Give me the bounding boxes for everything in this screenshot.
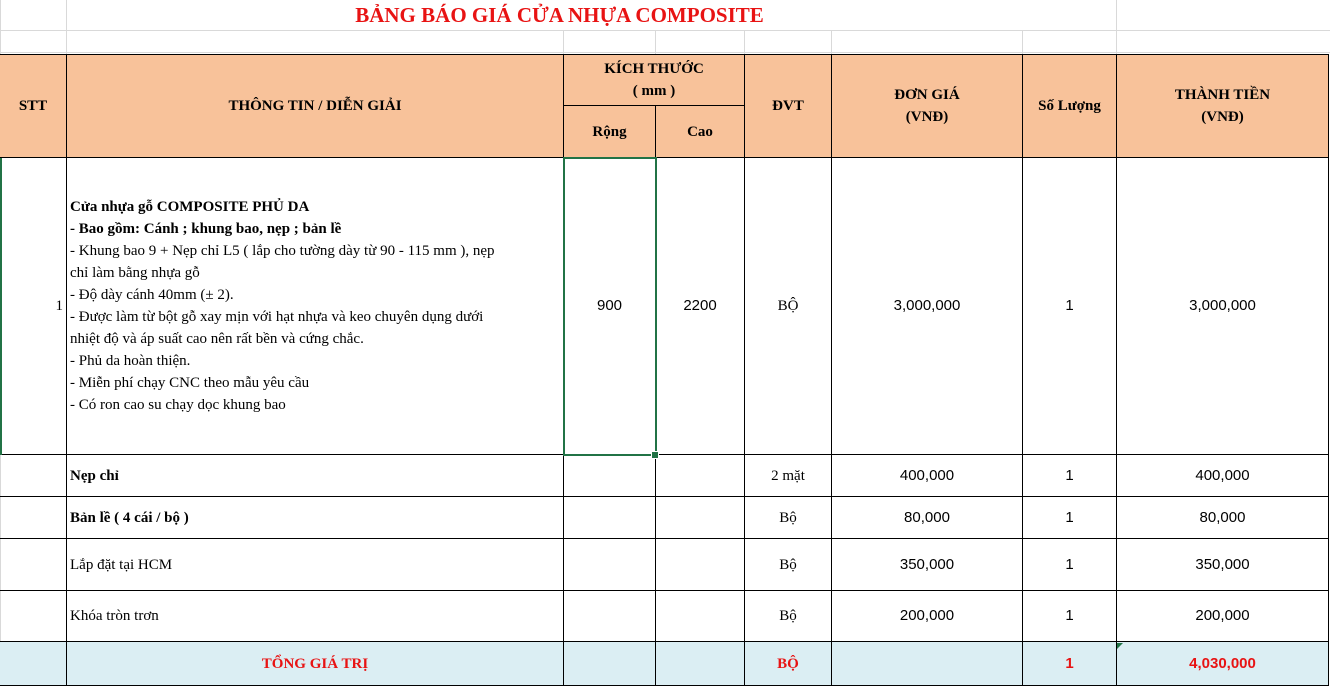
header-qty[interactable]: Số Lượng (1023, 54, 1117, 158)
cell-price[interactable]: 3,000,000 (832, 158, 1023, 455)
row-unit[interactable]: 2 mặt (745, 455, 832, 497)
header-price-label: ĐƠN GIÁ (894, 87, 960, 103)
header-price[interactable] (832, 54, 1023, 158)
gridline (563, 30, 564, 54)
row-total[interactable]: 400,000 (1117, 455, 1329, 497)
row-name[interactable]: Bản lề ( 4 cái / bộ ) (67, 497, 564, 539)
cell-stt[interactable]: 1 (0, 158, 67, 455)
sheet-title: BẢNG BÁO GIÁ CỬA NHỰA COMPOSITE (355, 2, 764, 27)
total-price-cell[interactable] (832, 642, 1023, 686)
comment-indicator-icon (1117, 643, 1123, 649)
header-size-label: KÍCH THƯỚC (604, 61, 704, 77)
item-line: - Phủ da hoàn thiện. (70, 353, 191, 369)
header-height[interactable]: Cao (656, 106, 745, 158)
row-stt-cell[interactable] (0, 497, 67, 539)
row-qty[interactable]: 1 (1023, 539, 1117, 591)
cell-width[interactable]: 900 (564, 158, 656, 455)
total-label[interactable]: TỔNG GIÁ TRỊ (67, 642, 564, 686)
cell-qty[interactable]: 1 (1023, 158, 1117, 455)
total-width-cell[interactable] (564, 642, 656, 686)
cell-total[interactable]: 3,000,000 (1117, 158, 1329, 455)
total-stt-cell[interactable] (0, 642, 67, 686)
row-qty[interactable]: 1 (1023, 455, 1117, 497)
row-qty[interactable]: 1 (1023, 591, 1117, 642)
row-unit[interactable]: Bộ (745, 497, 832, 539)
row-unit[interactable]: Bộ (745, 539, 832, 591)
row-width-cell[interactable] (564, 455, 656, 497)
item-line: - Được làm từ bột gỗ xay mịn với hạt nhựa và keo chuyên dụng dưới (70, 309, 484, 325)
row-height-cell[interactable] (656, 591, 745, 642)
header-total[interactable] (1117, 54, 1329, 158)
row-total[interactable]: 200,000 (1117, 591, 1329, 642)
row-height-cell[interactable] (656, 497, 745, 539)
header-size-unit: ( mm ) (632, 83, 676, 99)
row-price[interactable]: 200,000 (832, 591, 1023, 642)
item-line: chỉ làm bằng nhựa gỗ (70, 265, 200, 281)
item-line: - Khung bao 9 + Nẹp chỉ L5 ( lắp cho tường dày từ 90 - 115 mm ), nẹp (70, 243, 495, 259)
row-price[interactable]: 80,000 (832, 497, 1023, 539)
header-size[interactable] (564, 54, 745, 106)
row-selection-marker (0, 158, 2, 455)
row-height-cell[interactable] (656, 455, 745, 497)
selected-cell-outline (563, 157, 657, 456)
fill-handle[interactable] (651, 451, 659, 459)
item-title: Cửa nhựa gỗ COMPOSITE PHỦ DA (70, 199, 310, 215)
header-width[interactable]: Rộng (564, 106, 656, 158)
total-height-cell[interactable] (656, 642, 745, 686)
cell-unit[interactable]: BỘ (745, 158, 832, 455)
gridline (66, 0, 67, 54)
gridline (0, 30, 1330, 31)
total-unit[interactable]: BỘ (745, 642, 832, 686)
gridline (0, 52, 1330, 53)
item-line: - Miễn phí chạy CNC theo mẫu yêu cầu (70, 375, 310, 391)
header-price-unit: (VNĐ) (905, 109, 949, 125)
row-price[interactable]: 350,000 (832, 539, 1023, 591)
item-line: nhiệt độ và áp suất cao nên rất bền và cứng chắc. (70, 331, 364, 347)
item-line: - Độ dày cánh 40mm (± 2). (70, 287, 234, 303)
row-price[interactable]: 400,000 (832, 455, 1023, 497)
gridline (1116, 0, 1117, 54)
header-total-label: THÀNH TIỀN (1174, 87, 1271, 103)
total-qty[interactable]: 1 (1023, 642, 1117, 686)
row-total[interactable]: 350,000 (1117, 539, 1329, 591)
row-qty[interactable]: 1 (1023, 497, 1117, 539)
header-info[interactable]: THÔNG TIN / DIỄN GIẢI (67, 54, 564, 158)
header-stt[interactable]: STT (0, 54, 67, 158)
row-width-cell[interactable] (564, 539, 656, 591)
header-unit[interactable]: ĐVT (745, 54, 832, 158)
gridline (1022, 30, 1023, 54)
row-stt-cell[interactable] (0, 539, 67, 591)
row-stt-cell[interactable] (0, 591, 67, 642)
item-line: - Có ron cao su chạy dọc khung bao (70, 397, 286, 413)
row-total[interactable]: 80,000 (1117, 497, 1329, 539)
row-name[interactable]: Lắp đặt tại HCM (67, 539, 564, 591)
header-total-unit: (VNĐ) (1201, 109, 1244, 125)
cell-height[interactable]: 2200 (656, 158, 745, 455)
row-height-cell[interactable] (656, 539, 745, 591)
total-value[interactable]: 4,030,000 (1117, 642, 1329, 686)
cell-description[interactable] (67, 158, 564, 455)
item-subtitle: - Bao gồm: Cánh ; khung bao, nẹp ; bản lề (70, 221, 342, 237)
row-stt-cell[interactable] (0, 455, 67, 497)
row-name[interactable]: Nẹp chỉ (67, 455, 564, 497)
row-width-cell[interactable] (564, 591, 656, 642)
gridline (744, 30, 745, 54)
row-width-cell[interactable] (564, 497, 656, 539)
row-name[interactable]: Khóa tròn trơn (67, 591, 564, 642)
gridline (655, 30, 656, 54)
row-unit[interactable]: Bộ (745, 591, 832, 642)
gridline (831, 30, 832, 54)
